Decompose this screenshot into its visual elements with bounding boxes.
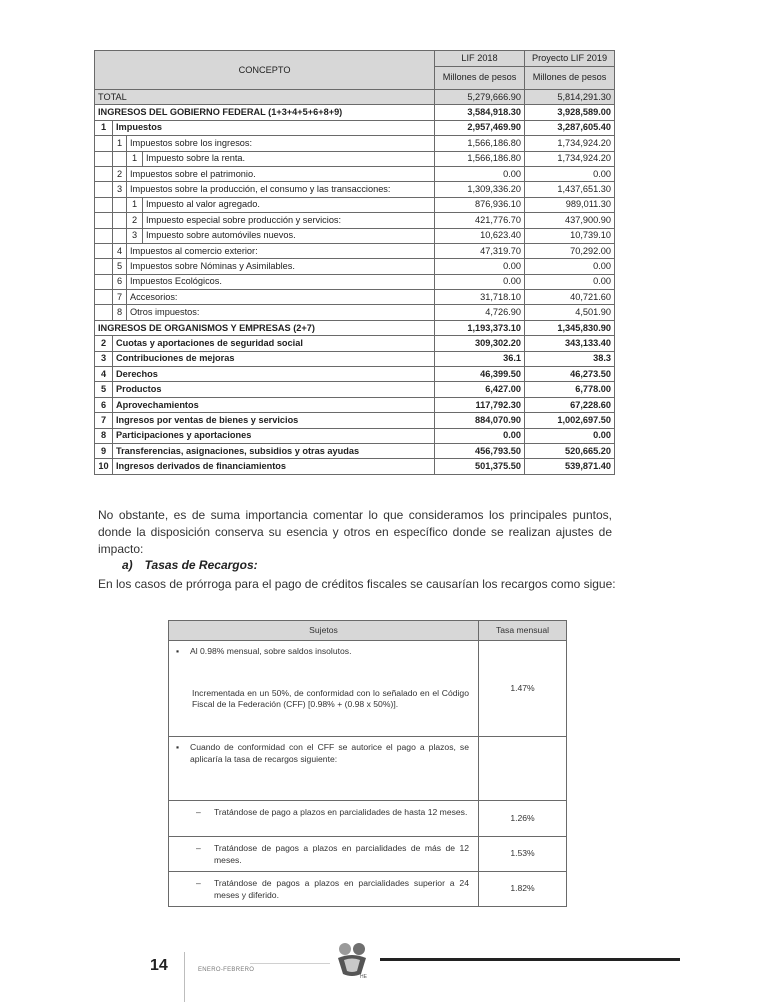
indent-cell [95,305,113,320]
row-index: 1 [113,136,127,151]
row-value-2018: 1,193,373.10 [435,320,525,335]
row-value-2018: 0.00 [435,274,525,289]
row-value-2019: 3,928,589.00 [525,105,615,120]
income-row [95,320,615,335]
income-row [95,90,615,105]
income-row [95,443,615,458]
row-concept: Aprovechamientos [113,397,435,412]
row-value-2019: 67,228.60 [525,397,615,412]
row-concept: Impuestos sobre Nóminas y Asimilables. [127,259,435,274]
row-value-2018: 501,375.50 [435,459,525,474]
dash-icon: – [196,878,201,888]
indent-cell [95,290,113,305]
row-value-2018: 876,936.10 [435,197,525,212]
installment-row [169,872,479,907]
income-row [95,259,615,274]
row-concept: INGRESOS DEL GOBIERNO FEDERAL (1+3+4+5+6+8+9) [95,105,435,120]
row-value-2018: 10,623.40 [435,228,525,243]
income-row [95,336,615,351]
row-concept: Otros impuestos: [127,305,435,320]
row-value-2019: 70,292.00 [525,243,615,258]
row-index: 1 [95,120,113,135]
indent-cell [95,197,113,212]
indent-cell [113,228,127,243]
income-row [95,243,615,258]
row-concept: Productos [113,382,435,397]
row-value-2019: 0.00 [525,274,615,289]
row-index: 2 [113,166,127,181]
indent-cell [95,228,113,243]
logo-text: HE [360,974,367,980]
row-value-2018: 31,718.10 [435,290,525,305]
header-monthly-rate: Tasa mensual [479,621,567,641]
row-value-2019: 520,665.20 [525,443,615,458]
indent-cell [95,182,113,197]
income-law-table [94,50,615,475]
row-index: 6 [95,397,113,412]
row-value-2018: 1,566,186.80 [435,136,525,151]
rate-block-1 [169,641,479,737]
row-value-2019: 4,501.90 [525,305,615,320]
installment-text: Tratándose de pago a plazos en parcialidades de hasta 12 meses. [214,807,468,817]
income-row [95,290,615,305]
row-concept: INGRESOS DE ORGANISMOS Y EMPRESAS (2+7) [95,320,435,335]
row-concept: TOTAL [95,90,435,105]
income-row [95,397,615,412]
row-value-2019: 1,437,651.30 [525,182,615,197]
row-index: 2 [127,213,143,228]
row-value-2019: 1,734,924.20 [525,136,615,151]
row-value-2018: 47,319.70 [435,243,525,258]
rate-block-1-line-1: Al 0.98% mensual, sobre saldos insolutos. [190,646,352,656]
body-paragraph: No obstante, es de suma importancia comentar lo que consideramos los principales puntos, donde la disposición conserva su esencia y otros en específico donde se realizan ajustes de impacto: [98,508,612,556]
row-concept: Impuesto sobre la renta. [143,151,435,166]
row-value-2019: 1,002,697.50 [525,413,615,428]
intro-paragraph: En los casos de prórroga para el pago de créditos fiscales se causarían los recargos como sigue: [98,577,616,591]
indent-cell [95,274,113,289]
dash-icon: – [196,807,201,817]
row-index: 3 [113,182,127,197]
row-index: 1 [127,197,143,212]
income-row [95,213,615,228]
footer-thin-rule [250,963,330,964]
header-subjects: Sujetos [169,621,479,641]
row-value-2018: 3,584,918.30 [435,105,525,120]
row-value-2019: 6,778.00 [525,382,615,397]
row-value-2019: 1,734,924.20 [525,151,615,166]
rate-block-2-empty [479,737,567,801]
row-value-2019: 0.00 [525,428,615,443]
row-concept: Impuestos [113,120,435,135]
row-value-2018: 884,070.90 [435,413,525,428]
row-index: 1 [127,151,143,166]
installment-rate: 1.26% [479,801,567,837]
row-value-2019: 539,871.40 [525,459,615,474]
row-value-2019: 437,900.90 [525,213,615,228]
row-value-2019: 1,345,830.90 [525,320,615,335]
income-row [95,136,615,151]
row-value-2018: 0.00 [435,166,525,181]
row-index: 7 [95,413,113,428]
row-index: 2 [95,336,113,351]
row-index: 8 [113,305,127,320]
row-index: 6 [113,274,127,289]
rate-block-1-line-2: Incrementada en un 50%, de conformidad con lo señalado en el Código Fiscal de la Federación (CFF) [0.98% + (0.98 x 50%)]. [192,687,469,709]
row-concept: Contribuciones de mejoras [113,351,435,366]
row-value-2018: 309,302.20 [435,336,525,351]
row-concept: Impuestos al comercio exterior: [127,243,435,258]
income-row [95,120,615,135]
row-value-2018: 36.1 [435,351,525,366]
row-value-2018: 4,726.90 [435,305,525,320]
row-concept: Impuestos sobre el patrimonio. [127,166,435,181]
row-concept: Impuestos sobre los ingresos: [127,136,435,151]
indent-cell [95,136,113,151]
section-heading [122,558,258,572]
row-index: 10 [95,459,113,474]
publisher-logo-icon [330,940,374,980]
income-row [95,182,615,197]
row-value-2018: 421,776.70 [435,213,525,228]
row-value-2019: 38.3 [525,351,615,366]
row-value-2018: 456,793.50 [435,443,525,458]
row-value-2018: 1,309,336.20 [435,182,525,197]
indent-cell [113,213,127,228]
row-value-2018: 0.00 [435,259,525,274]
rate-value-1: 1.47% [479,641,567,737]
row-value-2018: 6,427.00 [435,382,525,397]
income-table-body [95,90,615,475]
installment-text: Tratándose de pagos a plazos en parcialidades de más de 12 meses. [214,843,469,865]
header-lif-2018: LIF 2018 [435,51,525,67]
row-value-2019: 343,133.40 [525,336,615,351]
row-concept: Ingresos derivados de financiamientos [113,459,435,474]
row-index: 4 [113,243,127,258]
installment-rate: 1.82% [479,872,567,907]
row-value-2018: 46,399.50 [435,367,525,382]
row-index: 9 [95,443,113,458]
footer-divider [184,952,185,1002]
row-index: 5 [95,382,113,397]
income-row [95,459,615,474]
row-concept: Ingresos por ventas de bienes y servicios [113,413,435,428]
row-value-2019: 5,814,291.30 [525,90,615,105]
row-value-2019: 3,287,605.40 [525,120,615,135]
row-index: 8 [95,428,113,443]
indent-cell [95,213,113,228]
installment-text: Tratándose de pagos a plazos en parcialidades superior a 24 meses y diferido. [214,878,469,900]
row-concept: Impuesto especial sobre producción y servicios: [143,213,435,228]
row-value-2018: 0.00 [435,428,525,443]
income-row [95,428,615,443]
section-title: Tasas de Recargos: [144,558,258,572]
income-row [95,274,615,289]
income-row [95,105,615,120]
page-number: 14 [150,957,168,974]
bullet-icon: ▪ [176,742,180,752]
income-row [95,151,615,166]
header-unit-2019: Millones de pesos [525,66,615,89]
row-concept: Accesorios: [127,290,435,305]
footer-rule [380,958,680,961]
indent-cell [95,166,113,181]
row-index: 5 [113,259,127,274]
row-value-2018: 1,566,186.80 [435,151,525,166]
indent-cell [113,151,127,166]
row-concept: Impuesto al valor agregado. [143,197,435,212]
income-row [95,305,615,320]
header-unit-2018: Millones de pesos [435,66,525,89]
row-index: 3 [127,228,143,243]
indent-cell [95,151,113,166]
rate-block-2-text: Cuando de conformidad con el CFF se autorice el pago a plazos, se aplicaría la tasa de recargos siguiente: [190,742,469,764]
row-value-2019: 0.00 [525,259,615,274]
income-row [95,166,615,181]
header-lif-2019: Proyecto LIF 2019 [525,51,615,67]
rate-block-2 [169,737,479,801]
income-row [95,382,615,397]
row-index: 7 [113,290,127,305]
row-index: 3 [95,351,113,366]
footer-issue-label: ENERO-FEBRERO [198,967,255,973]
row-value-2019: 40,721.60 [525,290,615,305]
income-row [95,413,615,428]
row-value-2018: 117,792.30 [435,397,525,412]
surcharge-rates-table [168,620,567,907]
row-value-2018: 5,279,666.90 [435,90,525,105]
row-value-2019: 10,739.10 [525,228,615,243]
bullet-icon: ▪ [176,646,180,656]
indent-cell [95,243,113,258]
row-value-2018: 2,957,469.90 [435,120,525,135]
row-concept: Transferencias, asignaciones, subsidios y otras ayudas [113,443,435,458]
income-row [95,351,615,366]
row-concept: Cuotas y aportaciones de seguridad social [113,336,435,351]
installment-rate: 1.53% [479,837,567,872]
indent-cell [113,197,127,212]
row-index: 4 [95,367,113,382]
installment-row [169,837,479,872]
row-concept: Impuestos sobre la producción, el consumo y las transacciones: [127,182,435,197]
row-concept: Participaciones y aportaciones [113,428,435,443]
row-value-2019: 989,011.30 [525,197,615,212]
row-concept: Derechos [113,367,435,382]
dash-icon: – [196,843,201,853]
section-marker: a) [122,558,133,572]
income-row [95,367,615,382]
installment-row [169,801,479,837]
header-concept: CONCEPTO [95,51,435,90]
row-concept: Impuesto sobre automóviles nuevos. [143,228,435,243]
row-concept: Impuestos Ecológicos. [127,274,435,289]
income-row [95,228,615,243]
row-value-2019: 46,273.50 [525,367,615,382]
indent-cell [95,259,113,274]
income-row [95,197,615,212]
row-value-2019: 0.00 [525,166,615,181]
